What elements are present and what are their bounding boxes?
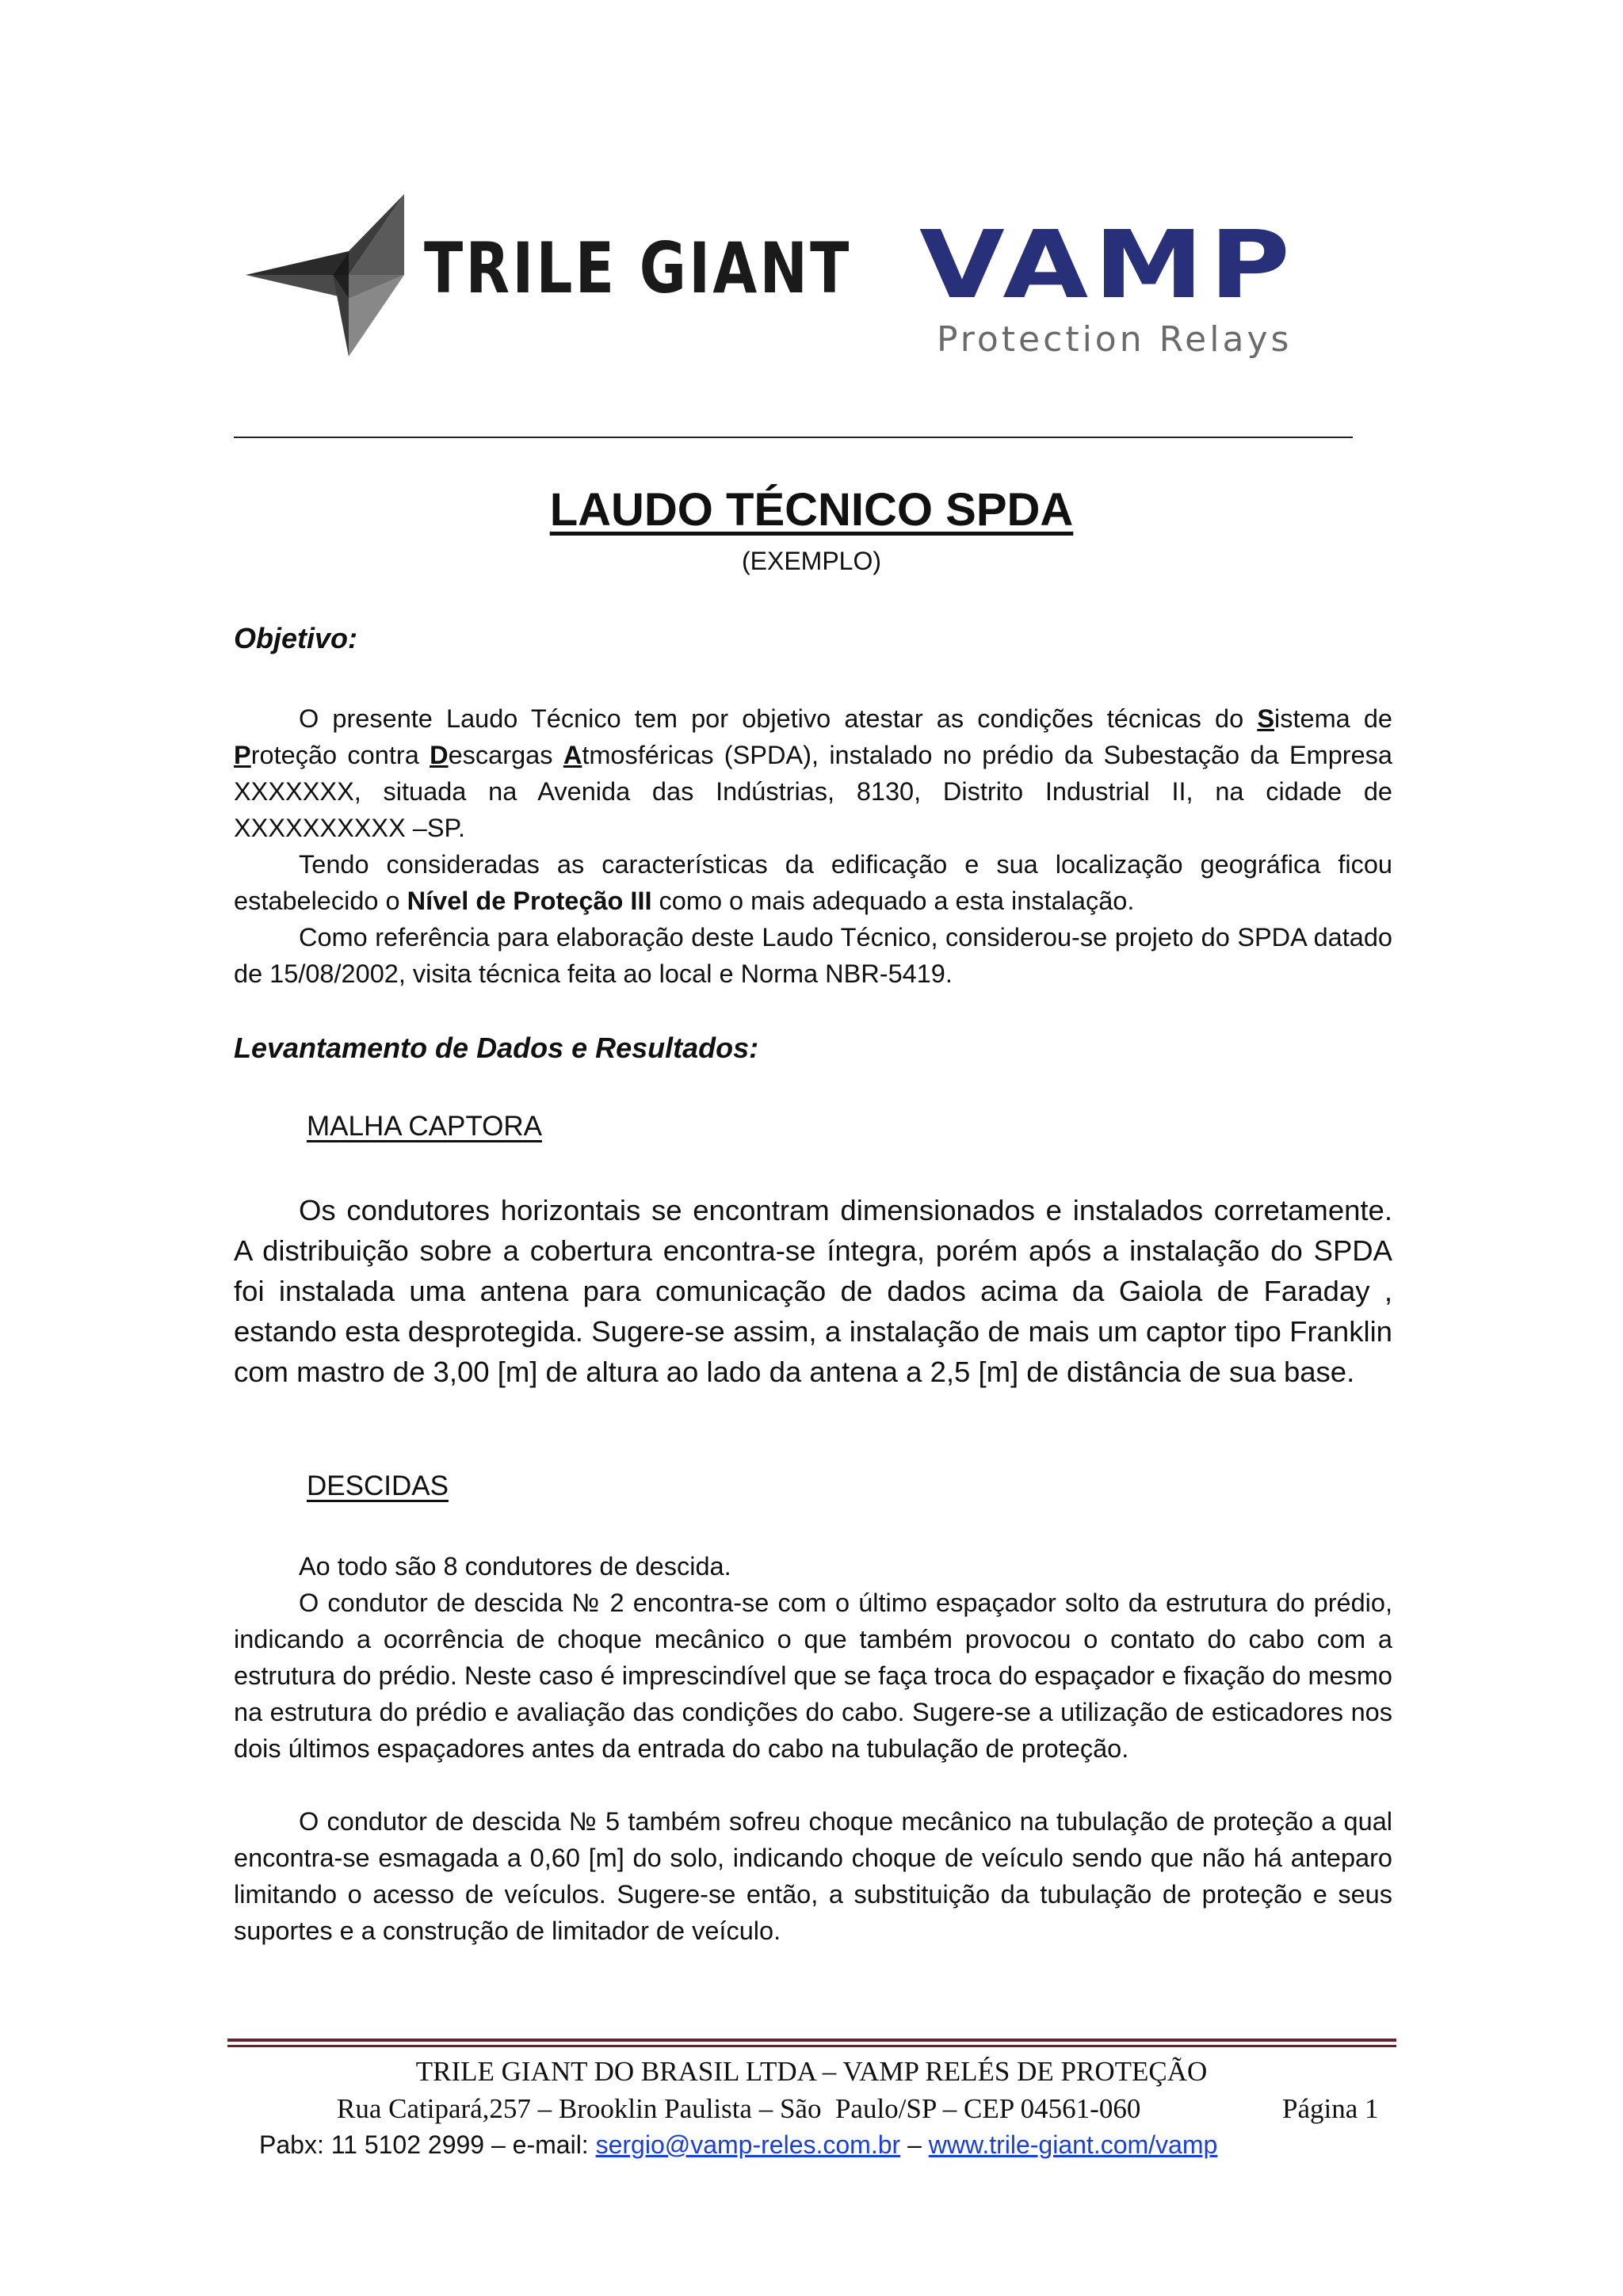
objetivo-heading: Objetivo: (234, 622, 358, 654)
footer-phone: Pabx: 11 5102 2999 – e-mail: (259, 2130, 596, 2159)
vamp-logo (919, 210, 1300, 376)
footer-company: TRILE GIANT DO BRASIL LTDA – VAMP RELÉS DE PROTEÇÃO (415, 2056, 1208, 2087)
footer-divider-bottom (227, 2045, 1396, 2047)
objetivo-p1-part: O presente Laudo Técnico tem por objetivo atestar as condições técnicas do (299, 704, 1258, 733)
vamp-logo-text: VAMP (919, 210, 1296, 319)
nivel-protecao-text: Nível de Proteção III (407, 887, 652, 915)
vamp-logo-subtitle: Protection Relays (937, 319, 1293, 360)
document-subtitle: (EXEMPLO) (741, 547, 882, 575)
objetivo-paragraph-1 (234, 700, 1392, 846)
descidas-paragraph-1: Ao todo são 8 condutores de descida. (299, 1552, 731, 1581)
descidas-heading: DESCIDAS (307, 1470, 449, 1501)
objetivo-p1-part: escargas (448, 741, 563, 769)
malha-captora-paragraph: Os condutores horizontais se encontram dimensionados e instalados corretamente. A distribuição sobre a cobertura encontra-se íntegra, porém após a instalação do SPDA foi instalada uma antena para comunicação de dados acima da Gaiola de Faraday , estando esta desprotegida. Sugere-se assim, a instalação de mais um captor tipo Franklin com mastro de 3,00 [m] de altura ao lado da antena a 2,5 [m] de distância de sua base. (234, 1194, 1392, 1388)
trile-giant-logo (246, 194, 852, 360)
footer-divider-top (227, 2039, 1396, 2042)
footer-page-number: Página 1 (1282, 2093, 1379, 2124)
descidas-paragraph-3: O condutor de descida № 5 também sofreu choque mecânico na tubulação de proteção a qual encontra-se esmagada a 0,60 [m] do solo, indicando choque de veículo sendo que não há anteparo limitando o acesso de veículos. Sugere-se então, a substituição da tubulação de proteção e seus suportes e a construção de limitador de veículo. (234, 1807, 1392, 1945)
footer-contact (259, 2130, 1217, 2160)
objetivo-paragraph-2 (234, 846, 1392, 919)
objetivo-p1-part: istema de (1274, 704, 1392, 733)
objetivo-p1-part: roteção contra (250, 741, 430, 769)
objetivo-paragraph-3: Como referência para elaboração deste Laudo Técnico, considerou-se projeto do SPDA datado de 15/08/2002, visita técnica feita ao local e Norma NBR-5419. (234, 923, 1392, 988)
acronym-letter-p: P (234, 741, 251, 769)
footer-address: Rua Catipará,257 – Brooklin Paulista – São Paulo/SP – CEP 04561-060 (337, 2093, 1141, 2124)
header-divider (234, 437, 1353, 438)
footer-email-link[interactable]: sergio@vamp-reles.com.br (595, 2130, 901, 2159)
objetivo-p1-part: tmosféricas (SPDA), instalado no prédio da Subestação da Empresa XXXXXXX, situada na Avenida das Indústrias, 8130, Distrito Industrial II, na cidade de XXXXXXXXXX –SP. (234, 741, 1393, 842)
footer-website-link[interactable]: www.trile-giant.com/vamp (928, 2130, 1218, 2159)
descidas-paragraph-2: O condutor de descida № 2 encontra-se com o último espaçador solto da estrutura do prédio, indicando a ocorrência de choque mecânico o que também provocou o contato do cabo com a estrutura do prédio. Neste caso é imprescindível que se faça troca do espaçador e fixação do mesmo na estrutura do prédio e avaliação das condições do cabo. Sugere-se a utilização de esticadores nos dois últimos espaçadores antes da entrada do cabo na tubulação de proteção. (234, 1589, 1392, 1763)
acronym-letter-s: S (1257, 704, 1274, 733)
footer-separator: – (900, 2130, 929, 2159)
trile-giant-star-icon (246, 194, 412, 360)
document-title-text: LAUDO TÉCNICO SPDA (549, 484, 1074, 536)
acronym-letter-d: D (430, 741, 449, 769)
objetivo-p2-part: como o mais adequado a esta instalação. (651, 887, 1135, 915)
acronym-letter-a: A (563, 741, 582, 769)
trile-giant-logo-text: TRILE GIANT (424, 227, 852, 309)
objetivo-p2-part: Tendo consideradas as características da edificação e sua localização geográfica ficou estabelecido o (234, 850, 1392, 915)
document-title (0, 483, 1623, 536)
levantamento-heading: Levantamento de Dados e Resultados: (234, 1032, 759, 1064)
malha-captora-heading: MALHA CAPTORA (307, 1111, 542, 1142)
